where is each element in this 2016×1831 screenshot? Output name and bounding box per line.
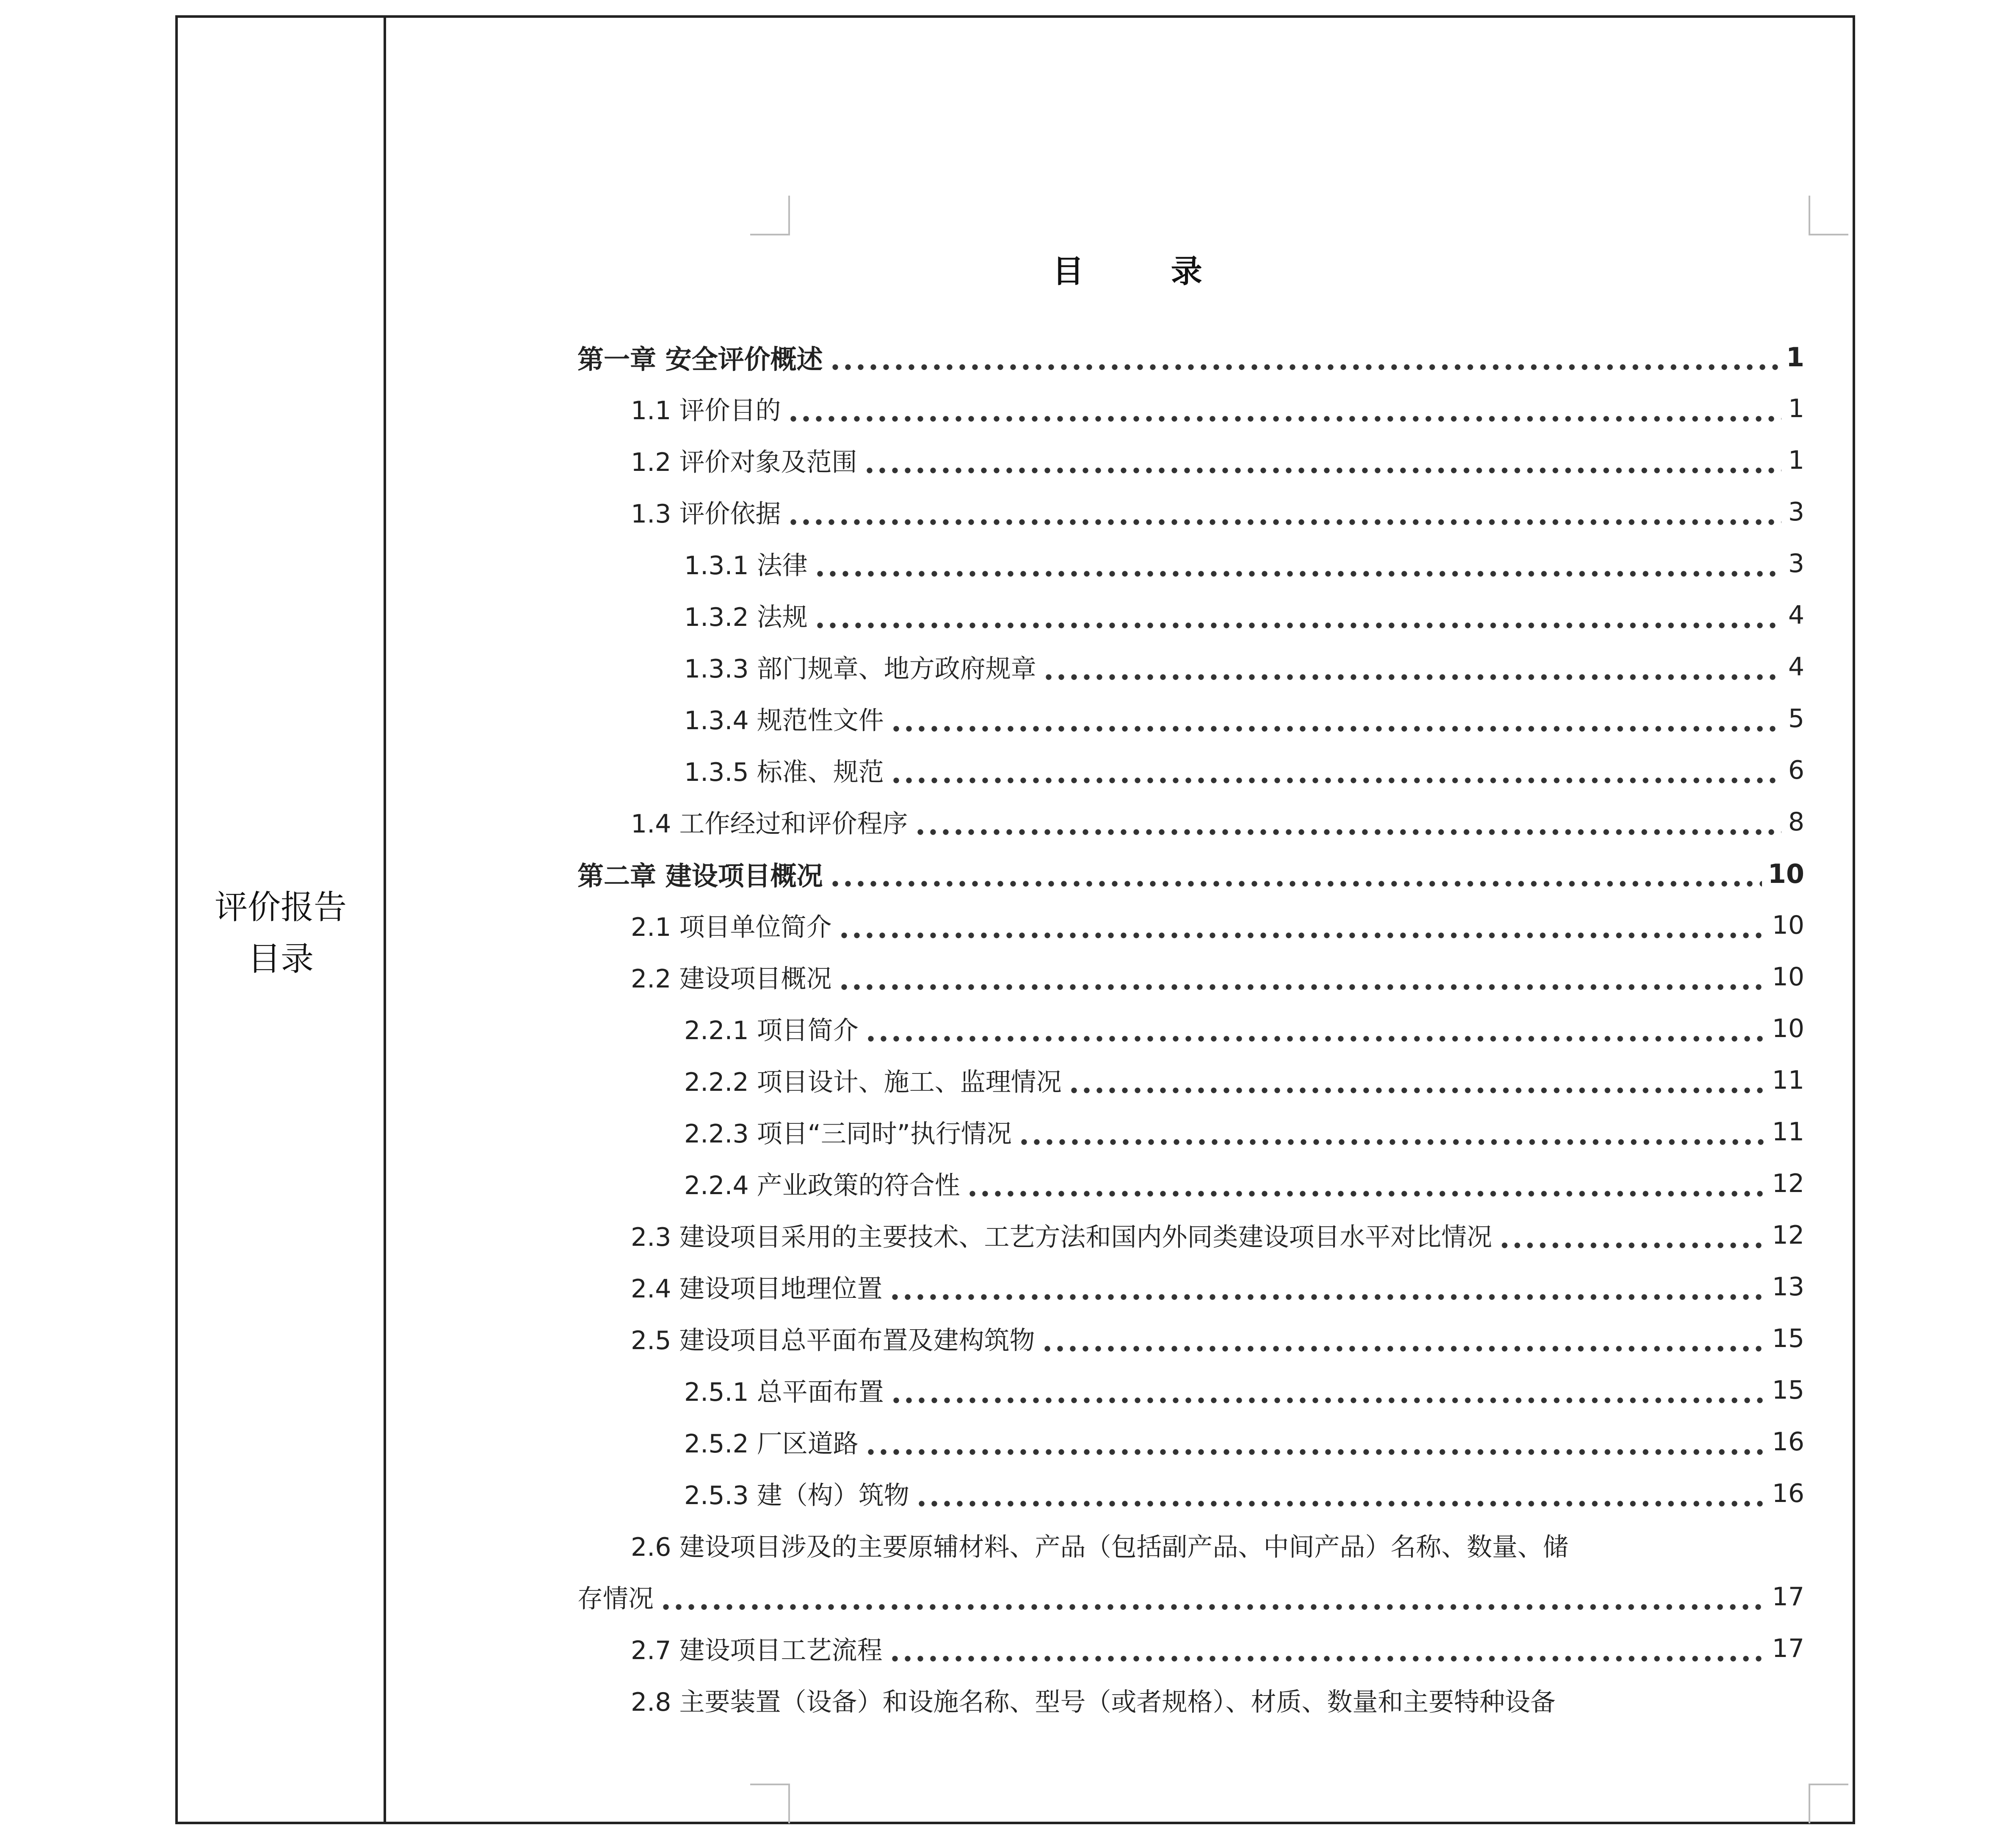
toc-dot-leader: [915, 1481, 1766, 1507]
toc-entry[interactable]: [577, 1416, 1804, 1468]
toc-entry-label: 2.5.3 建（构）筑物: [684, 1481, 909, 1510]
toc-entry-page-number: 10: [1772, 1014, 1804, 1043]
toc-dot-leader: [890, 1378, 1766, 1403]
toc-entry-label: 2.4 建设项目地理位置: [631, 1274, 883, 1304]
toc-entry-page-number: 10: [1767, 858, 1804, 889]
document-preview-cell: [386, 18, 1853, 1822]
toc-entry-label: 1.3.3 部门规章、地方政府规章: [684, 654, 1036, 684]
toc-entry[interactable]: [577, 1003, 1804, 1054]
toc-entry[interactable]: [577, 1519, 1804, 1571]
toc-entry[interactable]: [577, 848, 1804, 899]
toc-entry-label: 2.3 建设项目采用的主要技术、工艺方法和国内外同类建设项目水平对比情况: [631, 1223, 1492, 1252]
toc-entry-label: 1.3.2 法规: [684, 603, 808, 632]
toc-entry-label: 2.2.4 产业政策的符合性: [684, 1171, 960, 1200]
toc-entry-page-number: 12: [1772, 1220, 1804, 1250]
toc-entry[interactable]: [577, 1571, 1804, 1623]
toc-dot-leader: [838, 913, 1766, 938]
table-of-contents: [577, 331, 1804, 1726]
toc-dot-leader: [864, 1016, 1766, 1042]
left-label-line-1: 评价报告: [214, 888, 347, 927]
toc-entry-page-number: 10: [1772, 910, 1804, 940]
toc-entry[interactable]: [577, 1158, 1804, 1209]
toc-entry[interactable]: [577, 538, 1804, 589]
toc-dot-leader: [829, 345, 1780, 370]
toc-entry[interactable]: [577, 1674, 1804, 1726]
toc-entry[interactable]: [577, 693, 1804, 744]
left-label-line-2: 目录: [247, 940, 314, 978]
toc-entry-page-number: 4: [1788, 600, 1804, 630]
toc-dot-leader: [890, 706, 1781, 732]
toc-dot-leader: [1498, 1223, 1766, 1248]
toc-entry[interactable]: [577, 383, 1804, 434]
toc-entry[interactable]: [577, 1209, 1804, 1261]
toc-entry-label: 2.5.2 厂区道路: [684, 1429, 859, 1459]
outer-table: [175, 15, 1855, 1824]
toc-entry-page-number: 1: [1786, 341, 1804, 373]
toc-entry-page-number: 10: [1772, 962, 1804, 992]
toc-entry-label: 2.6 建设项目涉及的主要原辅材料、产品（包括副产品、中间产品）名称、数量、储: [631, 1532, 1569, 1562]
toc-dot-leader: [787, 500, 1782, 525]
toc-entry-page-number: 13: [1772, 1272, 1804, 1302]
toc-entry-label: 2.1 项目单位简介: [631, 913, 832, 942]
toc-entry-label: 2.2.2 项目设计、施工、监理情况: [684, 1068, 1062, 1097]
toc-entry-label: 1.3.5 标准、规范: [684, 758, 884, 787]
toc-entry-page-number: 3: [1788, 497, 1804, 527]
toc-dot-leader: [1018, 1120, 1766, 1145]
toc-entry-page-number: 11: [1772, 1065, 1804, 1095]
toc-entry[interactable]: [577, 1261, 1804, 1313]
toc-dot-leader: [1042, 655, 1781, 680]
toc-dot-leader: [814, 551, 1781, 577]
toc-entry[interactable]: [577, 1313, 1804, 1364]
toc-dot-leader: [863, 448, 1782, 473]
toc-entry-label: 1.3.1 法律: [684, 551, 808, 581]
toc-entry-page-number: 15: [1772, 1375, 1804, 1405]
toc-dot-leader: [889, 1275, 1766, 1300]
toc-entry-label: 1.3 评价依据: [631, 499, 781, 529]
toc-entry[interactable]: [577, 796, 1804, 848]
toc-dot-leader: [966, 1171, 1766, 1197]
toc-entry[interactable]: [577, 1623, 1804, 1674]
toc-entry-page-number: 1: [1788, 445, 1804, 475]
toc-entry[interactable]: [577, 1106, 1804, 1158]
toc-entry-label: 1.4 工作经过和评价程序: [631, 809, 908, 839]
toc-dot-leader: [660, 1585, 1766, 1610]
toc-entry-label: 2.2 建设项目概况: [631, 964, 832, 994]
toc-entry[interactable]: [577, 486, 1804, 538]
toc-entry-page-number: 8: [1788, 807, 1804, 837]
toc-entry-label: 第二章 建设项目概况: [577, 860, 823, 891]
toc-entry-page-number: 17: [1772, 1634, 1804, 1663]
page-corner-mark-bottom-left: [750, 1784, 790, 1823]
toc-entry-page-number: 12: [1772, 1169, 1804, 1198]
toc-entry-page-number: 16: [1772, 1479, 1804, 1508]
toc-entry-page-number: 11: [1772, 1117, 1804, 1147]
toc-dot-leader: [864, 1430, 1766, 1455]
toc-entry-label: 1.3.4 规范性文件: [684, 706, 884, 736]
toc-dot-leader: [1068, 1068, 1766, 1093]
toc-entry[interactable]: [577, 331, 1804, 383]
toc-dot-leader: [890, 758, 1781, 783]
toc-entry[interactable]: [577, 589, 1804, 641]
toc-entry[interactable]: [577, 899, 1804, 951]
page-title: 目 录: [1052, 253, 1240, 290]
toc-entry-page-number: 5: [1788, 704, 1804, 733]
toc-dot-leader: [838, 965, 1766, 990]
page-corner-mark-top-right: [1809, 196, 1848, 235]
toc-entry-page-number: 3: [1788, 549, 1804, 578]
toc-entry-label: 2.2.1 项目简介: [684, 1016, 859, 1045]
toc-entry-page-number: 17: [1772, 1582, 1804, 1612]
toc-entry-label: 2.5.1 总平面布置: [684, 1377, 884, 1407]
toc-entry-label: 2.2.3 项目“三同时”执行情况: [684, 1119, 1012, 1149]
toc-entry[interactable]: [577, 744, 1804, 796]
toc-entry-page-number: 1: [1788, 394, 1804, 423]
toc-entry-label: 1.1 评价目的: [631, 396, 781, 426]
toc-dot-leader: [829, 861, 1762, 887]
toc-dot-leader: [889, 1636, 1766, 1662]
left-label-cell: [178, 18, 386, 1822]
toc-entry-page-number: 4: [1788, 652, 1804, 682]
toc-entry[interactable]: [577, 1364, 1804, 1416]
left-label: [178, 882, 384, 985]
toc-entry-label: 2.7 建设项目工艺流程: [631, 1636, 883, 1665]
toc-entry-label: 第一章 安全评价概述: [577, 343, 823, 375]
toc-entry-label: 2.5 建设项目总平面布置及建构筑物: [631, 1326, 1035, 1355]
toc-dot-leader: [814, 603, 1781, 628]
toc-entry[interactable]: [577, 434, 1804, 486]
page-corner-mark-top-left: [750, 196, 790, 235]
toc-entry-label: 2.8 主要装置（设备）和设施名称、型号（或者规格）、材质、数量和主要特种设备: [631, 1687, 1556, 1717]
toc-dot-leader: [787, 396, 1782, 422]
toc-entry[interactable]: [577, 1468, 1804, 1519]
toc-dot-leader: [1041, 1326, 1766, 1352]
toc-entry[interactable]: [577, 1054, 1804, 1106]
toc-entry-page-number: 15: [1772, 1324, 1804, 1353]
toc-entry-label: 1.2 评价对象及范围: [631, 448, 857, 477]
toc-entry[interactable]: [577, 951, 1804, 1003]
toc-entry[interactable]: [577, 641, 1804, 693]
page-corner-mark-bottom-right: [1809, 1784, 1848, 1823]
toc-entry-page-number: 16: [1772, 1427, 1804, 1457]
toc-entry-page-number: 6: [1788, 755, 1804, 785]
toc-entry-label: 存情况: [577, 1584, 654, 1614]
toc-dot-leader: [914, 810, 1782, 835]
